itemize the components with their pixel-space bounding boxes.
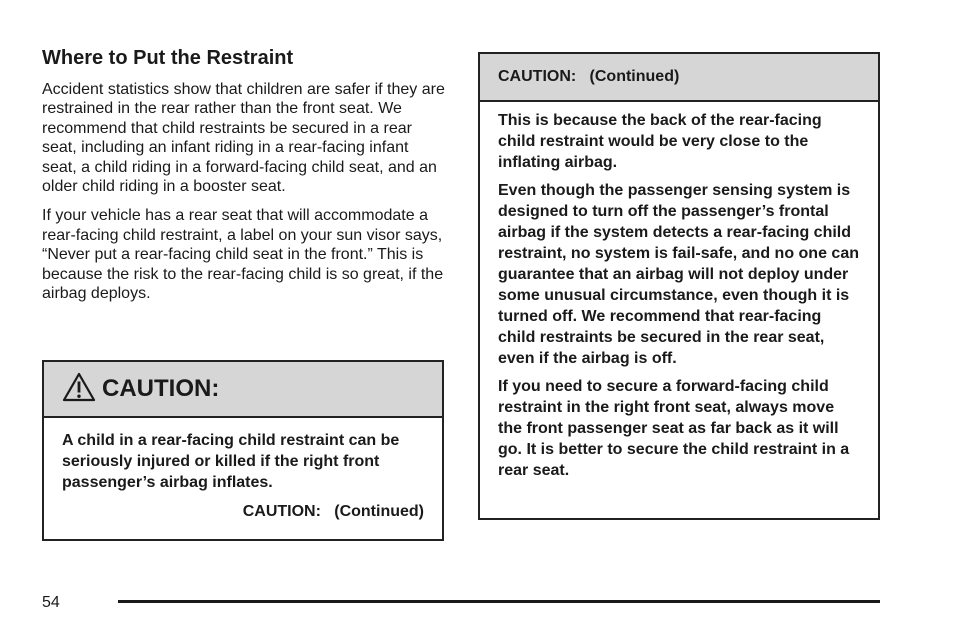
caution-body [44, 418, 442, 521]
caution-text: A child in a rear-facing child restraint can be seriously injured or killed if the right front passenger’s airbag inflates. [62, 432, 400, 491]
warning-triangle-icon [62, 372, 96, 402]
caution-header [44, 362, 442, 418]
continued-paragraph-1: This is because the back of the rear-facing child restraint would be very close to the inflating airbag. [498, 112, 822, 171]
caution-continued-body [480, 102, 878, 481]
continued-paragraph-2: Even though the passenger sensing system is designed to turn off the passenger’s frontal airbag if the system detects a rear-facing child restraint, no system is fail-safe, and no one can guarantee that an airbag will not deploy under some unusual circumstance, even though it is turned off. We recommend that rear-facing child restraints be secured in the rear seat, even if the airbag is off. [498, 182, 859, 367]
caution-title: CAUTION: [102, 375, 220, 402]
page-number: 54 [42, 594, 60, 611]
paragraph-sun-visor: If your vehicle has a rear seat that will accommodate a rear-facing child restraint, a label on your sun visor says, “Never put a rear-facing child seat in the front.” This is because the risk to the rear-facing child is so great, if the airbag deploys. [42, 207, 444, 303]
caution-continued-label: CAUTION: (Continued) [242, 503, 424, 520]
caution-continued-header: CAUTION: (Continued) [480, 54, 878, 102]
paragraph-statistics: Accident statistics show that children are safer if they are restrained in the rear rather than the front seat. We recommend that child restraints be secured in a rear seat, including an infant riding in a rear-facing infant seat, a child riding in a forward-facing child seat, and an older child riding in a booster seat. [42, 81, 445, 196]
continued-paragraph-3: If you need to secure a forward-facing child restraint in the right front seat, always move the front passenger seat as far back as it will go. It is better to secure the child restraint in a rear seat. [498, 378, 850, 479]
caution-box [42, 360, 444, 541]
section-heading: Where to Put the Restraint [42, 47, 294, 69]
caution-continued-box [478, 52, 880, 520]
footer-rule [118, 600, 880, 603]
left-column [42, 46, 446, 313]
